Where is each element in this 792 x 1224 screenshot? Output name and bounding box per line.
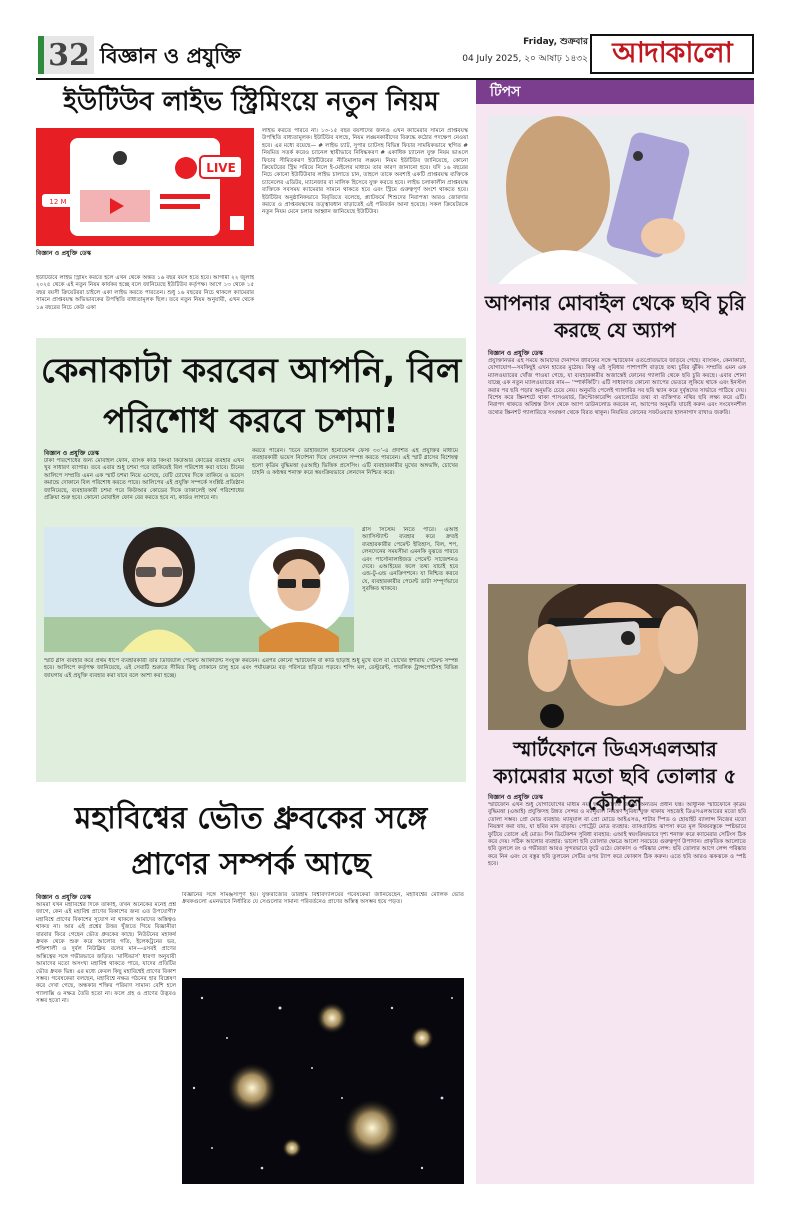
smart-glasses-photo [44,527,354,652]
lead-byline-block [36,248,254,259]
placeholder-line [160,204,200,209]
hand [658,606,698,674]
page-number: 32 [38,36,94,74]
story3-headline: মহাবিশ্বের ভৌত ধ্রুবকের সঙ্গে প্রাণের সম্পর্ক আছে [74,801,428,882]
youtube-live-illustration [36,128,254,246]
tips-story2-body: স্মার্টফোন এখন শুধু যোগাযোগের মাধ্যম নয়, ছবি তোলার জন্যও অন্যতম প্রধান যন্ত্র। আধুনিক স্মার্টফোনে কৃত্রিম বুদ্ধিমত্তা (এআই) প্রযুক্তিসহ উন্নত সেন্সর ও ম্যানুয়াল নিয়ন্ত্রণ সুবিধা যুক্ত থাকায় সহজেই ডিএসএলআরের মতো ছবি তোলা সম্ভব। প্রো মোড ব্যবহার: ম্যানুয়াল বা প্রো মোডে আইএসও, শাটার স্পিড ও হোয়াইট ব্যালান্স নিজের মতো নিয়ন্ত্রণ করা যায়, যা ছবির মান বাড়ায়। পোর্ট্রেট মোড ব্যবহার: ব্যাকগ্রাউন্ড ঝাপসা করে মূল বিষয়বস্তুকে স্পষ্টভাবে ফুটিয়ে তোলে এই মোড। সিন ডিটেকশন সুবিধা ব্যবহার: এআই স্বয়ংক্রিয়ভাবে দৃশ্য শনাক্ত করে ক্যামেরার সেটিংস ঠিক করে দেয়। সঠিক আলোর ব্যবহার: ভালো ছবি তোলার ক্ষেত্রে আলো সবচেয়ে গুরুত্বপূর্ণ উপাদান। প্রাকৃতিক আলোতে ছবি তুললে রং ও গভীরতা আরও সুন্দরভাবে ফুটে ওঠে। ফোকাস ও পরিষ্কার লেন্স: ছবি তোলার আগে লেন্স পরিষ্কার করে নিন এবং যে বস্তুর ছবি তুলবেন সেটির ওপর ট্যাপ করে ফোকাস ঠিক করুন। এতে ছবি আরও ঝকঝকে ও স্পষ্ট হবে। [488,802,746,868]
phone-camera-photo [488,584,746,730]
wrist-scrunchie [540,704,564,728]
story2-byline: বিজ্ঞান ও প্রযুক্তি ডেস্ক [44,450,100,457]
date-label: 04 July 2025, ২০ আষাঢ় ১৪৩২ [462,54,588,64]
story2-body-bottom: স্মার্ট গ্লাস ব্যবহার করে প্রথম ধাপে ব্যবহারকারী তার ডিজিটাল পেমেন্ট অ্যাকাউন্ট সংযুক্ত করবেন। এরপর কোনো স্মার্টফোন বা কার্ড ছাড়াই শুধু মুখে বলে বা চোখের ইশারায় পেমেন্ট সম্পন্ন হবে। আলিপে কর্তৃপক্ষ জানিয়েছে, এই সেবাটি শুরুতে সীমিত কিছু দোকানে চালু হবে এবং পর্যায়ক্রমে বড় পরিসরে ছড়িয়ে পড়বে। শপিং মল, রেস্টুরেন্ট, পাবলিক ট্রান্সপোর্টসহ বিভিন্ন জায়গায় এই প্রযুক্তি ব্যবহার করা যাবে বলে আশা করা হচ্ছে। [44,658,458,679]
viewer-count: 12 M [49,198,67,206]
story3-body-left: আমরা যখন মহাবিশ্বের দিকে তাকাই, তখন অনেকের মনেই প্রশ্ন জাগে, কেন এই মহাবিশ্ব প্রাণের বিকাশের জন্য এত উপযোগী? মহাবিশ্বে প্রাণের বিকাশের সুযোগ না থাকলে আমাদের অস্তিত্বও থাকত না। আর এই প্রশ্নের উত্তর খুঁজতে গিয়ে বিজ্ঞানীরা বারবার ফিরে গেছেন ভৌত ধ্রুবকের কাছে। নিউটনের মহাকর্ষ ধ্রুবক থেকে শুরু করে আলোর গতি, ইলেকট্রনের ভর, শক্তিশালী ও দুর্বল নিউক্লিয় বলের মান—এসবই প্রাণের অস্তিত্বের সঙ্গে গভীরভাবে জড়িত। ‘মাল্টিভার্স’ ধারণা অনুযায়ী আমাদের মতো অসংখ্য মহাবিশ্ব থাকতে পারে, যাদের প্রতিটির ভৌত ধ্রুবক ভিন্ন। এর মধ্যে কেবল কিছু মহাবিশ্বেই প্রাণের বিকাশ সম্ভব। গবেষকেরা বলছেন, মহাবিশ্বে নক্ষত্র গঠনের হার বিশ্লেষণ করে দেখা গেছে, অন্ধকার শক্তির পরিমাণ সামান্য বেশি হলে গ্যালাক্সি ও নক্ষত্র তৈরি হতো না। ফলে গ্রহ ও প্রাণের উদ্ভবও সম্ভব হতো না। [36,902,176,1005]
placeholder-line [160,194,210,199]
galaxy-blob [282,1138,302,1158]
woman-glasses [136,567,156,577]
lead-byline: বিজ্ঞান ও প্রযুক্তি ডেস্ক [36,250,92,257]
live-stream-graphic [36,128,254,246]
smart-glasses-graphic [44,527,354,652]
phone-camera-graphic [488,584,746,730]
story2-body-col1: টাকা পরিশোধের জন্য মোবাইল ফোন, ব্যাংক কার্ড কিংবা কিউআর কোডের ব্যবহার এখন খুব সাধারণ ব্যাপার। তবে এবার শুধু চশমা পরে তাকিয়েই বিল পরিশোধ করা যাবে। চীনের আলিপে সম্প্রতি এমন এক স্মার্ট চশমা নিয়ে এসেছে, যেটি চোখের দিকে তাকিয়ে ও ভয়েস কমান্ডে দোকানে বিল পরিশোধ করতে পারে। আলিপের এই প্রযুক্তি সম্পর্কে সংশ্লিষ্ট প্রতিষ্ঠান জানিয়েছে, ব্যবহারকারী চশমা পরে কিউআর কোডের দিকে তাকালেই অর্থ পরিশোধের প্রক্রিয়া শুরু হবে। কোনো মোবাইল ফোন বের করতে হবে না, কার্ডও লাগবে না। [44,458,244,502]
lead-body-left: ইউটিউবে লাইভ স্ট্রিমিং করতে হলে এখন থেকে অন্তত ১৬ বছর বয়স হতে হবে। আগামী ২২ জুলাই ২০২৫ থেকে এই নতুন নিয়ম কার্যকর হচ্ছে বলে জানিয়েছে ইউটিউব কর্তৃপক্ষ। আগে ১৩ থেকে ১৫ বছর বয়সী ক্রিয়েটররা চাইলে একা লাইভ করতে পারতেন। শুধু ১৬ বছরের নিচে থাকলে ক্যামেরার সামনে প্রাপ্তবয়স্ক অভিভাবকের উপস্থিতি বাধ্যতামূলক ছিল। তবে নতুন নিয়ম অনুযায়ী, এখন থেকে ১৬ বছরের নিচে কেউ একা [36,275,254,311]
dateline [438,34,588,68]
story3-body-top: বিজ্ঞানের সঙ্গে সামঞ্জস্যপূর্ণ হয়। যুক্তরাজ্যের ডারহাম বিশ্ববিদ্যালয়ের গবেষকেরা জানিয়েছেন, মহাবিশ্বের মৌলিক ভৌত ধ্রুবকগুলো এমনভাবে নির্ধারিত যে সেগুলোর সামান্য পরিবর্তনেও প্রাণের অস্তিত্ব অসম্ভব হয়ে পড়ত। [182,892,464,906]
music-icon [113,151,127,165]
camera-lens [621,631,635,645]
camera-lens [633,151,643,161]
phone-user-graphic [488,116,746,284]
day-label: Friday, শুক্রবার [523,37,588,47]
story2-body-col3: গ্লাস সিস্টেম নিতে পারে। এআই অ্যাসিস্ট্যান্ট ব্যবহার করে দ্রুতই ব্যবহারকারীর পেমেন্ট ইতিহাস, বিল, শপ, লেনদেনের সময়সীমা এমনকি বুঝতে পারবে এবং পার্সোনালাইজড পেমেন্ট সাজেশনও দেবে। এআইয়ের ফলে তথ্য যাচাই হবে এন্ড-টু-এন্ড এনক্রিপশনে। যা নিশ্চিত করবে যে, ব্যবহারকারীর পেমেন্ট ডাটা সম্পূর্ণভাবে সুরক্ষিত থাকবে। [362,527,458,593]
galaxy-blob [316,1002,348,1034]
lead-body-right: লাইভ করতে পারবে না। ১৩-১৫ বছর বয়সীদের জন্যও এখন ক্যামেরার সামনে প্রাপ্তবয়স্ক উপস্থিতি বাধ্যতামূলক। ইউটিউব বলছে, নিয়ম লঙ্ঘনকারীদের বিরুদ্ধে কঠোর পদক্ষেপ নেওয়া হবে। এর মধ্যে রয়েছে— # লাইভ চ্যাট, সুপার চ্যাটসহ বিভিন্ন ফিচার সাময়িকভাবে স্থগিত # নিয়মিত সতর্ক করেও চ্যানেল স্থায়ীভাবে নিষিদ্ধকরণ # একাধিক চ্যানেল যুক্ত নিয়ম ভাঙলে ফিচার সীমিতকরণ ইউটিউবের নীতিমালার লঙ্ঘন। নিয়ম ইউটিউব জানিয়েছে, কোনো ক্রিয়েটরের স্ট্রিম সরিয়ে নিলে ই-মেইলের মাধ্যমে তার কারণ জানানো হবে। যদি ১৬ বছরের নিচে কোনো ইউটিউবার লাইভ চালাতে চান, তাহলে তাকে অবশ্যই একটি প্রাপ্তবয়স্ক ব্যক্তিকে চ্যানেলের এডিটর, ম্যানেজার বা মালিক হিসেবে যুক্ত করতে হবে। লাইভ চলাকালীন প্রাপ্তবয়স্ক ব্যক্তিকে সবসময় ক্যামেরার সামনে থাকতে হবে এবং স্ট্রিমে গুরুত্বপূর্ণ অংশে থাকতে হবে। ইউটিউব অনুষ্ঠানিকভাবে বিবৃতিতে বলেছে, প্ল্যাটফর্মে শিশুদের নিরাপত্তা আরও জোরদার করতে ও প্রাপ্তবয়স্কদের তত্ত্বাবধান বাড়াতেই এই পরিবর্তন আনা হয়েছে। সকল ক্রিয়েটরকে নতুন নিয়ম মেনে চলার আহ্বান জানিয়েছে ইউটিউব। [262,128,468,216]
check-icon [230,216,244,230]
tips-story1-headline: আপনার মোবাইল থেকে ছবি চুরি করছে যে অ্যাপ [484,291,746,342]
galaxy-blob [410,1026,434,1050]
hand [641,218,685,254]
phone-user-photo [488,116,746,284]
newspaper-logo: আদাকালো [590,34,754,74]
galaxy-field-photo [182,978,464,1184]
section-title: বিজ্ঞান ও প্রযুক্তি [100,44,241,68]
live-badge: LIVE [206,161,236,175]
story3-byline: বিজ্ঞান ও প্রযুক্তি ডেস্ক [36,894,92,901]
man-glasses [302,579,320,588]
woman-glasses [162,567,182,577]
man-glasses [278,579,296,588]
story2-headline: কেনাকাটা করবেন আপনি, বিল পরিশোধ করবে চশমা! [40,351,462,441]
galaxy-blob [342,1098,402,1158]
tips-story1-byline: বিজ্ঞান ও প্রযুক্তি ডেস্ক [488,350,544,357]
tips-story2-headline: স্মার্টফোনে ডিএসএলআর ক্যামেরার মতো ছবি তোলার ৫ কৌশল [493,737,737,815]
person-hair [506,116,610,256]
hand [528,624,568,692]
broadcast-icon [175,157,197,179]
galaxy-graphic [182,978,464,1184]
tips-story2-byline: বিজ্ঞান ও প্রযুক্তি ডেস্ক [488,794,544,801]
galaxy-blob [226,1062,278,1114]
tips-label: টিপস [476,80,754,104]
lead-headline: ইউটিউব লাইভ স্ট্রিমিংয়ে নতুন নিয়ম [63,87,439,117]
story2-body-col2: করতে পারেন। ‘চিনে ডাইজিটাল ইনোভেশন ফেস্ট ৩০’-এ প্রদর্শিত এই প্রযুক্তির মাধ্যমে ব্যবহারকারী ভয়েস নির্দেশনা দিয়ে লেনদেন সম্পন্ন করতে পারবেন। এই স্মার্ট গ্লাসের বিশেষত্ব হলো কৃত্রিম বুদ্ধিমত্তা (এআই) ভিত্তিক প্রসেসিং। এটি ব্যবহারকারীর মুখের অঙ্গভঙ্গি, চোখের চাহনি ও কণ্ঠস্বর শনাক্ত করে স্বয়ংক্রিয়ভাবে লেনদেন নিশ্চিত করে। [252,448,458,477]
tips-story1-body: প্রযুক্তিনির্ভর এই সময়ে আমাদের দৈনন্দিন জীবনের সঙ্গে স্মার্টফোন ওতপ্রোতভাবে জড়িয়ে গেছে। ব্যাংকিং, কেনাকাটা, যোগাযোগ—সবকিছুই এখন হাতের মুঠোয়। কিন্তু এই সুবিধার পাশাপাশি বাড়ছে তথ্য চুরির ঝুঁকি। সম্প্রতি এমন এক ম্যালওয়্যারের খোঁজ পাওয়া গেছে, যা ব্যবহারকারীর অজান্তেই ফোনের গ্যালারি থেকে ছবি চুরি করছে। এবার শোনা যাচ্ছে এক নতুন ম্যালওয়্যারের নাম— ‘স্পার্ককিটি’। এটি সাধারণত কোনো অ্যাপের ভেতরে লুকিয়ে থাকে এবং ইনস্টল করার পর ছবি পড়ার অনুমতি চেয়ে নেয়। অনুমতি পেলেই গ্যালারির সব ছবি স্ক্যান করে দুর্বৃত্তদের সার্ভারে পাঠিয়ে দেয়। বিশেষ করে স্ক্রিনশটে থাকা পাসওয়ার্ড, ক্রিপ্টোকারেন্সি ওয়ালেটের তথ্য বা ব্যক্তিগত নথির ছবি লক্ষ্য করে এটি। নিরাপদ থাকতে অবিশ্বস্ত উৎস থেকে অ্যাপ ডাউনলোড করবেন না, অ্যাপের অনুমতি যাচাই করুন এবং সংবেদনশীল তথ্যের স্ক্রিনশট গ্যালারিতে সংরক্ষণ থেকে বিরত থাকুন। নিয়মিত ফোনের সফটওয়্যার হালনাগাদ রাখাও জরুরি। [488,358,746,416]
